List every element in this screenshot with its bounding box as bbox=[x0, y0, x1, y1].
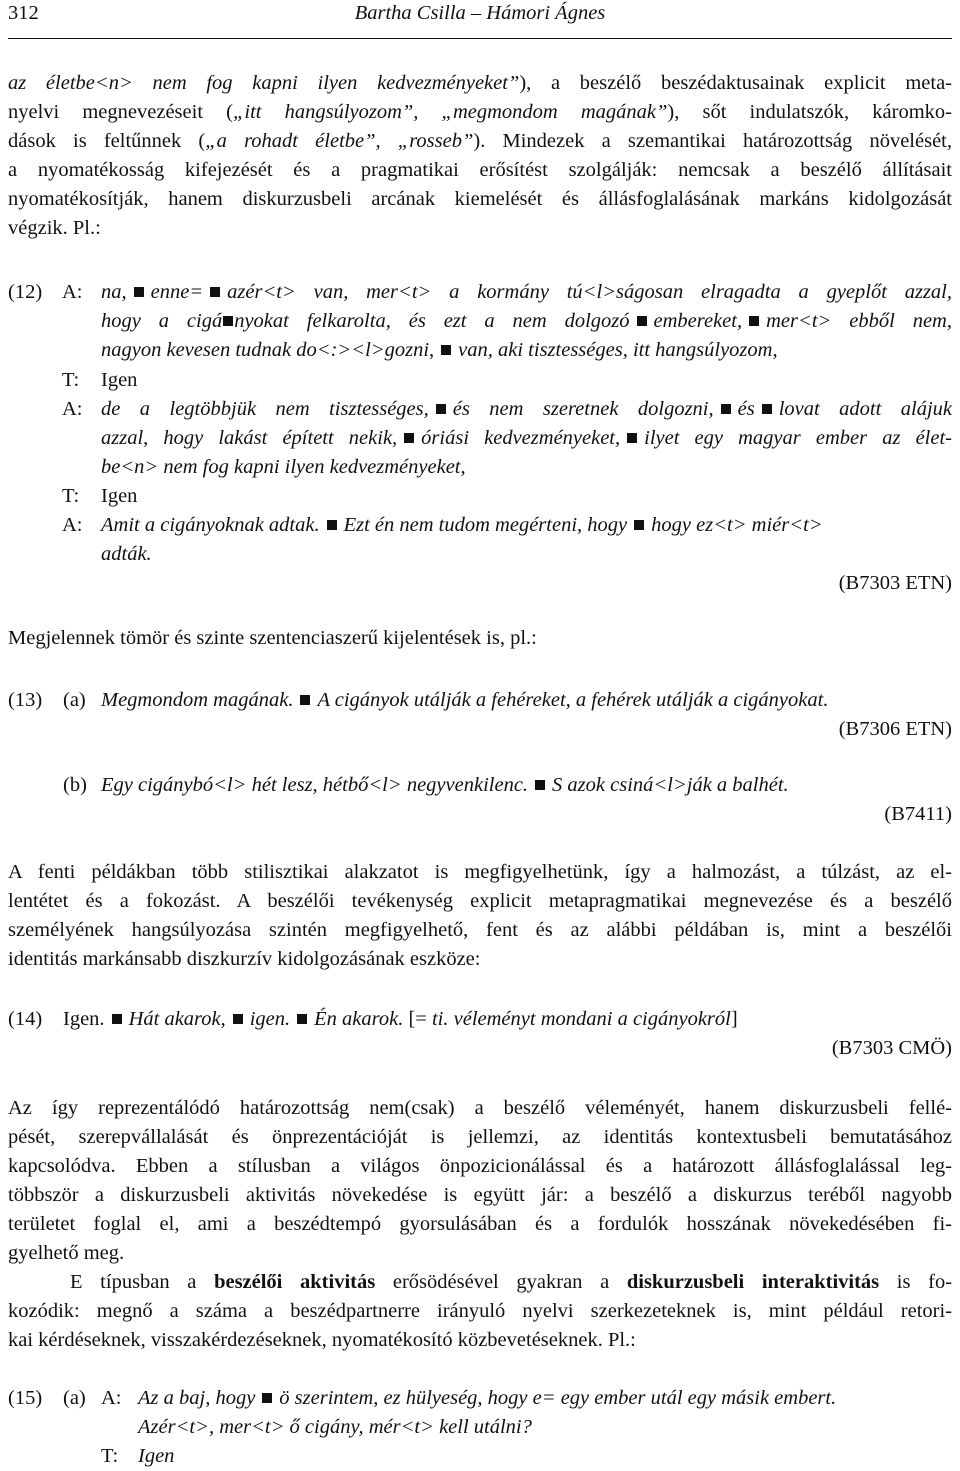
pause-marker bbox=[262, 1393, 272, 1403]
example-14 bbox=[8, 1005, 952, 1065]
speaker-a: A: bbox=[62, 514, 83, 536]
example-15-turn-1: Az a baj, hogy ö szerintem, ez hülyeség, hogy e= egy ember utál egy másik embert. Azér<t>, mer<t> ő cigány, mér<t> kell utálni? bbox=[138, 1387, 837, 1438]
paragraph-1-line-4: a nyomatékosság kifejezését és a pragmatikai erősítést szolgálják: nemcsak a beszélő állításait bbox=[8, 159, 952, 181]
example-14-source: (B7303 CMÖ) bbox=[831, 1037, 952, 1059]
example-12-label: (12) bbox=[8, 281, 43, 303]
example-13b-source: (B7411) bbox=[884, 803, 952, 825]
paragraph-1-line-3: dások is feltűnnek („a rohadt életbe”, „rosseb”). Mindezek a szemantikai határozottság növelését, bbox=[8, 130, 952, 152]
pause-marker bbox=[441, 345, 451, 355]
speaker-a: A: bbox=[101, 1387, 122, 1409]
example-12-turn-1: na, enne= azér<t> van, mer<t> a kormány tú<l>ságosan elragadta a gyeplőt azzal, hogy a cigá nyokat felkarolta, és ezt a nem dolgozó embereket, mer<t> ebből nem, nagyon kevesen tudnak do<:><l>gozni, van, aki tisztességes, itt hangsúlyozom, bbox=[101, 281, 952, 361]
pause-marker bbox=[762, 404, 772, 414]
pause-marker bbox=[327, 520, 337, 530]
paragraph-1-line-5: nyomatékosítják, hanem diskurzusbeli arcának kiemelését és állásfoglalásának markáns kidolgozását bbox=[8, 188, 952, 210]
pause-marker bbox=[300, 695, 310, 705]
running-title-authors: Bartha Csilla – Hámori Ágnes bbox=[354, 2, 606, 24]
pause-marker bbox=[721, 404, 731, 414]
example-13a-label: (a) bbox=[63, 689, 86, 711]
example-13 bbox=[8, 686, 952, 836]
page-number: 312 bbox=[8, 2, 39, 24]
example-12 bbox=[8, 278, 952, 608]
example-12-turn-3: de a legtöbbjük nem tisztességes, és nem szeretnek dolgozni, és lovat adott alájuk azzal, hogy lakást épített nekik, óriási kedvezményeket, ilyet egy magyar ember az élet- be<n> nem fog kapni ilyen kedvezményeket, bbox=[101, 398, 952, 478]
pause-marker bbox=[210, 287, 220, 297]
pause-marker bbox=[112, 1014, 122, 1024]
paragraph-1-line-6: végzik. Pl.: bbox=[8, 217, 101, 239]
example-12-source: (B7303 ETN) bbox=[838, 572, 952, 594]
example-15-label: (15) bbox=[8, 1387, 43, 1409]
example-13-label: (13) bbox=[8, 689, 43, 711]
example-14-label: (14) bbox=[8, 1008, 43, 1030]
example-13b-label: (b) bbox=[63, 774, 87, 796]
pause-marker bbox=[637, 316, 647, 326]
example-12-turn-4: Igen bbox=[101, 485, 138, 507]
paragraph-1-line-1: az életbe<n> nem fog kapni ilyen kedvezményeket”), a beszélő beszédaktusainak explicit meta- bbox=[8, 72, 952, 94]
header-rule bbox=[8, 38, 952, 39]
example-13a-source: (B7306 ETN) bbox=[838, 718, 952, 740]
example-14-text: Igen. Hát akarok, igen. Én akarok. [= ti. véleményt mondani a cigányokról] bbox=[63, 1008, 738, 1030]
example-12-turn-5: Amit a cigányoknak adtak. Ezt én nem tudom megérteni, hogy hogy ez<t> miér<t> adták. bbox=[101, 514, 823, 565]
speaker-t: T: bbox=[62, 485, 80, 507]
speaker-t: T: bbox=[62, 369, 80, 391]
example-12-turn-2: Igen bbox=[101, 369, 138, 391]
pause-marker bbox=[634, 520, 644, 530]
speaker-a: A: bbox=[62, 398, 83, 420]
pause-marker bbox=[535, 780, 545, 790]
example-13b-text: Egy cigánybó<l> hét lesz, hétbő<l> negyvenkilenc. S azok csiná<l>ják a balhét. bbox=[101, 774, 789, 796]
pause-marker bbox=[223, 316, 233, 326]
paragraph-5: E típusban a beszélői aktivitás erősödésével gyakran a diskurzusbeli interaktivitás is fo- kozódik: megnő a száma a beszédpartnerre irányuló nyelvi szerkezeteknek is, mint például retori- kai kérdéseknek, visszakérdezéseknek, nyomatékosító közbevetéseknek. Pl.: bbox=[8, 1271, 953, 1351]
pause-marker bbox=[749, 316, 759, 326]
pause-marker bbox=[404, 433, 414, 443]
example-15 bbox=[8, 1384, 952, 1468]
paragraph-4: Az így reprezentálódó határozottság nem(csak) a beszélő véleményét, hanem diskurzusbeli fellé- pését, szerepvállalását és önprezentációját is jellemzi, az identitás kontextusbeli bemutatásához kapcsolódva. Ebben a stílusban a világos önpozicionálással és a határozott állásfoglalással leg- többször a diskurzusbeli aktivitás növekedése is együtt jár: a beszélő a diskurzus teréből nagyobb területet foglal el, ami a beszédtempó gyorsulásában és a fordulók hosszának növekedésében fi- gyelhető meg. bbox=[8, 1097, 952, 1264]
example-15a-label: (a) bbox=[63, 1387, 86, 1409]
speaker-a: A: bbox=[62, 281, 83, 303]
paragraph-1 bbox=[8, 69, 952, 243]
example-13a-text: Megmondom magának. A cigányok utálják a fehéreket, a fehérek utálják a cigányokat. bbox=[101, 689, 829, 711]
paragraph-3: A fenti példákban több stilisztikai alakzatot is megfigyelhetünk, így a halmozást, a túlzást, az el- lentétet és a fokozást. A beszélői tevékenység explicit metapragmatikai megnevezése és a beszélő személyének hangsúlyozása szintén megfigyelhető, fent és az alábbi példában is, mint a beszélői identitás markánsabb diszkurzív kidolgozásának eszköze: bbox=[8, 861, 952, 970]
pause-marker bbox=[134, 287, 144, 297]
paragraph-1-line-2: nyelvi megnevezéseit („itt hangsúlyozom”, „megmondom magának”), sőt indulatszók, káromko- bbox=[8, 101, 952, 123]
paragraph-2: Megjelennek tömör és szinte szentenciaszerű kijelentések is, pl.: bbox=[8, 627, 537, 649]
running-header bbox=[8, 2, 952, 34]
pause-marker bbox=[233, 1014, 243, 1024]
pause-marker bbox=[627, 433, 637, 443]
pause-marker bbox=[297, 1014, 307, 1024]
pause-marker bbox=[436, 404, 446, 414]
example-15-turn-2: Igen bbox=[138, 1445, 175, 1467]
speaker-t: T: bbox=[101, 1445, 119, 1467]
